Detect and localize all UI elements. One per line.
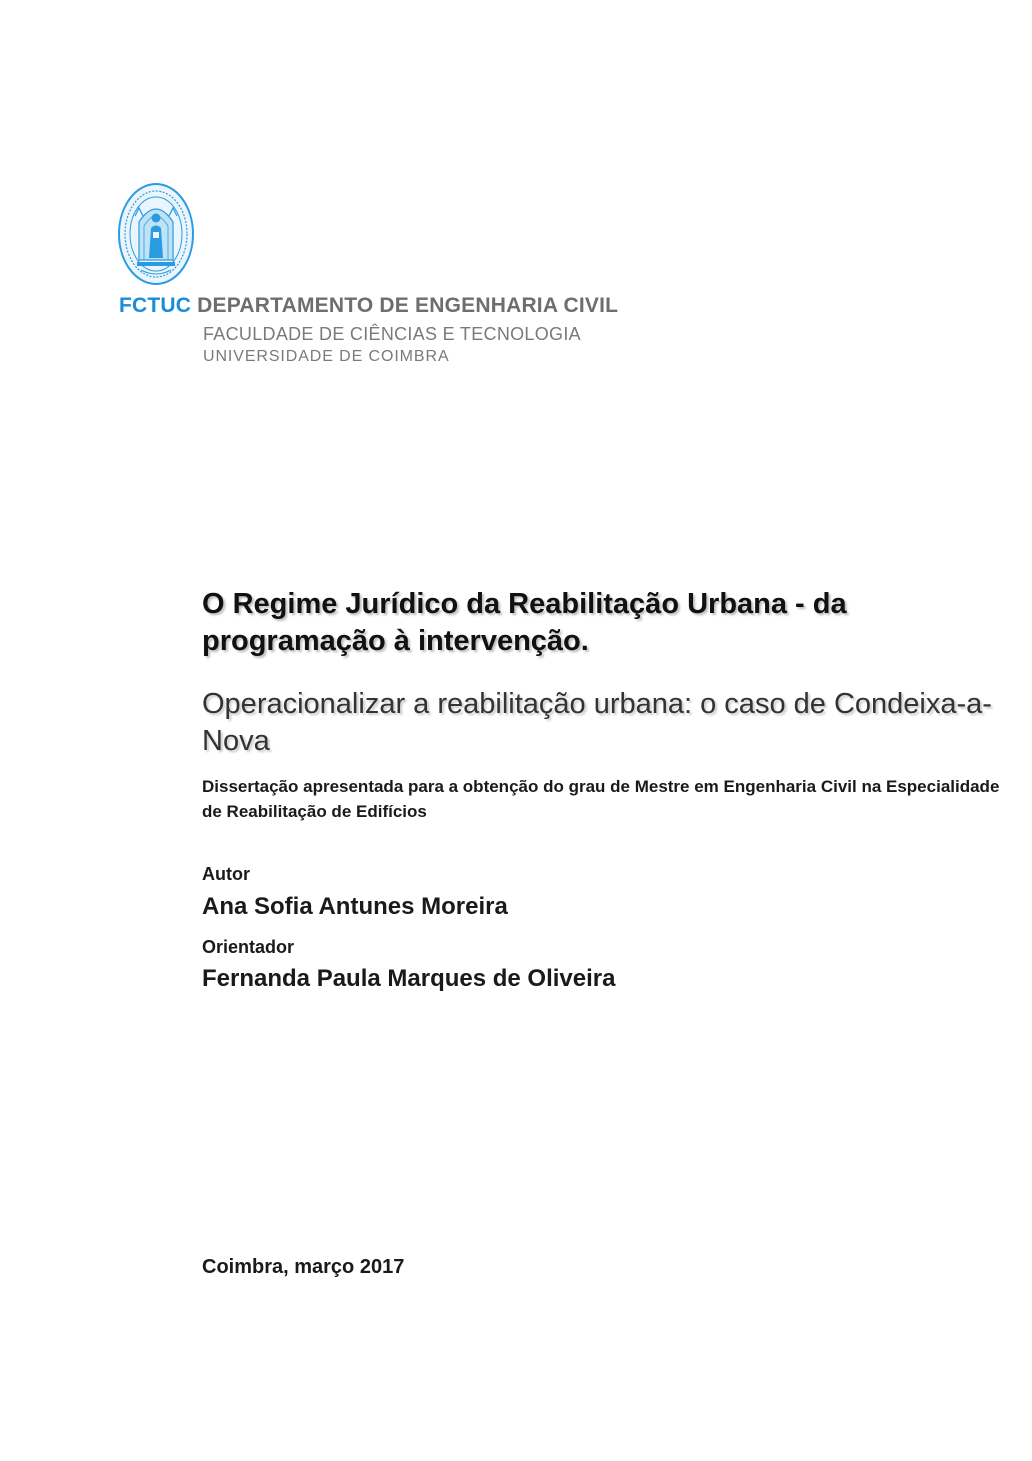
institution-acronym: FCTUC: [119, 294, 192, 317]
author-name: Ana Sofia Antunes Moreira: [202, 893, 508, 920]
thesis-title: O Regime Jurídico da Reabilitação Urbana - da programação à intervenção.: [202, 588, 847, 657]
dissertation-description: Dissertação apresentada para a obtenção do grau de Mestre em Engenharia Civil na Especialidade de Reabilitação de Edifícios: [202, 777, 1000, 821]
thesis-subtitle: Operacionalizar a reabilitação urbana: o caso de Condeixa-a-Nova: [202, 688, 992, 757]
author-label: Autor: [202, 864, 250, 884]
advisor-name: Fernanda Paula Marques de Oliveira: [202, 965, 616, 992]
university-seal-icon: [117, 182, 195, 286]
department-name: DEPARTAMENTO DE ENGENHARIA CIVIL: [197, 294, 619, 317]
department-heading: [119, 294, 618, 318]
advisor-label: Orientador: [202, 937, 295, 957]
faculty-name: FACULDADE DE CIÊNCIAS E TECNOLOGIA: [203, 324, 581, 344]
university-name: UNIVERSIDADE DE COIMBRA: [203, 348, 450, 365]
place-and-date: Coimbra, março 2017: [202, 1256, 405, 1278]
